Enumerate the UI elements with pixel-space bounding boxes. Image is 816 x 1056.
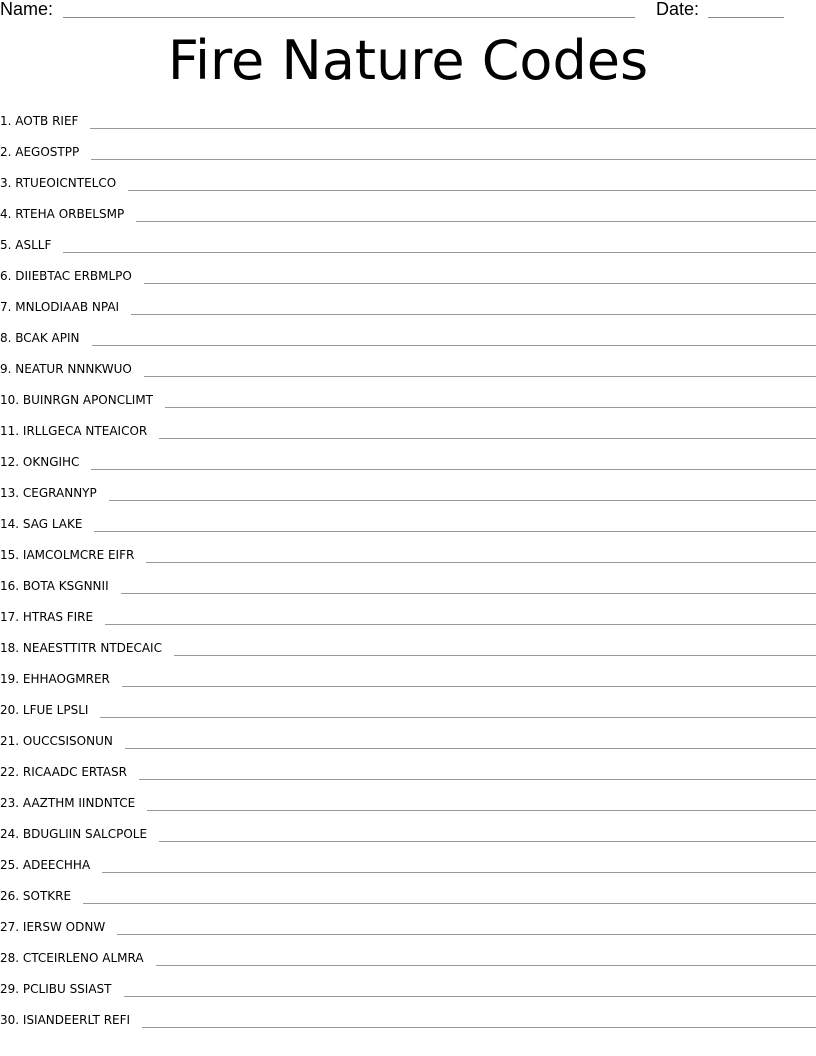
answer-line[interactable] [102,851,816,873]
list-item [0,293,816,324]
scrambled-word: 23. AAZTHM IINDNTCE [0,796,136,810]
scrambled-word: 21. OUCCSISONUN [0,734,113,748]
answer-line[interactable] [144,262,816,284]
list-item [0,541,816,572]
list-item [0,417,816,448]
scrambled-word: 22. RICAADC ERTASR [0,765,127,779]
list-item [0,200,816,231]
answer-line[interactable] [159,417,816,439]
list-item [0,727,816,758]
scrambled-word: 7. MNLODIAAB NPAI [0,300,120,314]
list-item [0,882,816,913]
list-item [0,820,816,851]
answer-line[interactable] [125,727,816,749]
list-item [0,758,816,789]
answer-line[interactable] [91,138,816,160]
list-item [0,262,816,293]
scrambled-word: 20. LFUE LPSLI [0,703,89,717]
scrambled-word: 25. ADEECHHA [0,858,91,872]
list-item [0,975,816,1006]
list-item [0,1006,816,1037]
answer-line[interactable] [156,944,816,966]
scrambled-word: 9. NEATUR NNNKWUO [0,362,132,376]
list-item [0,572,816,603]
list-item [0,324,816,355]
list-item [0,851,816,882]
scrambled-word: 6. DIIEBTAC ERBMLPO [0,269,132,283]
list-item [0,789,816,820]
scrambled-word: 24. BDUGLIIN SALCPOLE [0,827,148,841]
answer-line[interactable] [91,448,816,470]
scrambled-word: 4. RTEHA ORBELSMP [0,207,125,221]
answer-line[interactable] [159,820,816,842]
answer-line[interactable] [90,107,816,129]
answer-line[interactable] [144,355,816,377]
list-item [0,479,816,510]
answer-line[interactable] [121,572,816,594]
page-title: Fire Nature Codes [167,29,649,92]
list-item [0,696,816,727]
answer-line[interactable] [92,324,816,346]
answer-line[interactable] [131,293,816,315]
scrambled-word: 26. SOTKRE [0,889,72,903]
list-item [0,448,816,479]
scrambled-word: 28. CTCEIRLENO ALMRA [0,951,144,965]
answer-line[interactable] [105,603,816,625]
scrambled-word: 19. EHHAOGMRER [0,672,110,686]
scrambled-word: 30. ISIANDEERLT REFI [0,1013,131,1027]
list-item [0,603,816,634]
scrambled-word: 10. BUINRGN APONCLIMT [0,393,154,407]
answer-line[interactable] [83,882,816,904]
answer-line[interactable] [146,541,816,563]
answer-line[interactable] [124,975,816,997]
list-item [0,944,816,975]
list-item [0,665,816,696]
name-label: Name: [0,0,54,19]
list-item [0,138,816,169]
answer-line[interactable] [63,231,816,253]
scrambled-word: 15. IAMCOLMCRE EIFR [0,548,135,562]
scrambled-word: 5. ASLLF [0,238,52,252]
list-item [0,231,816,262]
answer-line[interactable] [94,510,816,532]
scrambled-word: 17. HTRAS FIRE [0,610,94,624]
scrambled-word: 13. CEGRANNYP [0,486,97,500]
answer-line[interactable] [117,913,816,935]
answer-line[interactable] [122,665,816,687]
answer-line[interactable] [147,789,816,811]
scrambled-word: 16. BOTA KSGNNII [0,579,109,593]
date-label: Date: [656,0,700,19]
list-item [0,169,816,200]
list-item [0,386,816,417]
scrambled-word: 12. OKNGIHC [0,455,80,469]
list-item [0,107,816,138]
scrambled-word: 14. SAG LAKE [0,517,83,531]
scrambled-word: 1. AOTB RIEF [0,114,79,128]
scrambled-word: 11. IRLLGECA NTEAICOR [0,424,148,438]
answer-line[interactable] [165,386,816,408]
scrambled-word: 29. PCLIBU SSIAST [0,982,112,996]
list-item [0,355,816,386]
scrambled-word: 8. BCAK APIN [0,331,80,345]
scrambled-word: 2. AEGOSTPP [0,145,80,159]
answer-line[interactable] [142,1006,816,1028]
header-row [0,0,816,24]
list-item [0,510,816,541]
answer-line[interactable] [100,696,816,718]
name-field-line[interactable] [63,17,635,18]
scrambled-word: 3. RTUEOICNTELCO [0,176,117,190]
answer-line[interactable] [136,200,816,222]
list-item [0,634,816,665]
answer-line[interactable] [174,634,816,656]
answer-line[interactable] [109,479,816,501]
answer-line[interactable] [139,758,816,780]
list-item [0,913,816,944]
date-field-line[interactable] [708,17,784,18]
puzzle-list [0,107,816,1037]
scrambled-word: 18. NEAESTTITR NTDECAIC [0,641,162,655]
scrambled-word: 27. IERSW ODNW [0,920,106,934]
answer-line[interactable] [128,169,816,191]
